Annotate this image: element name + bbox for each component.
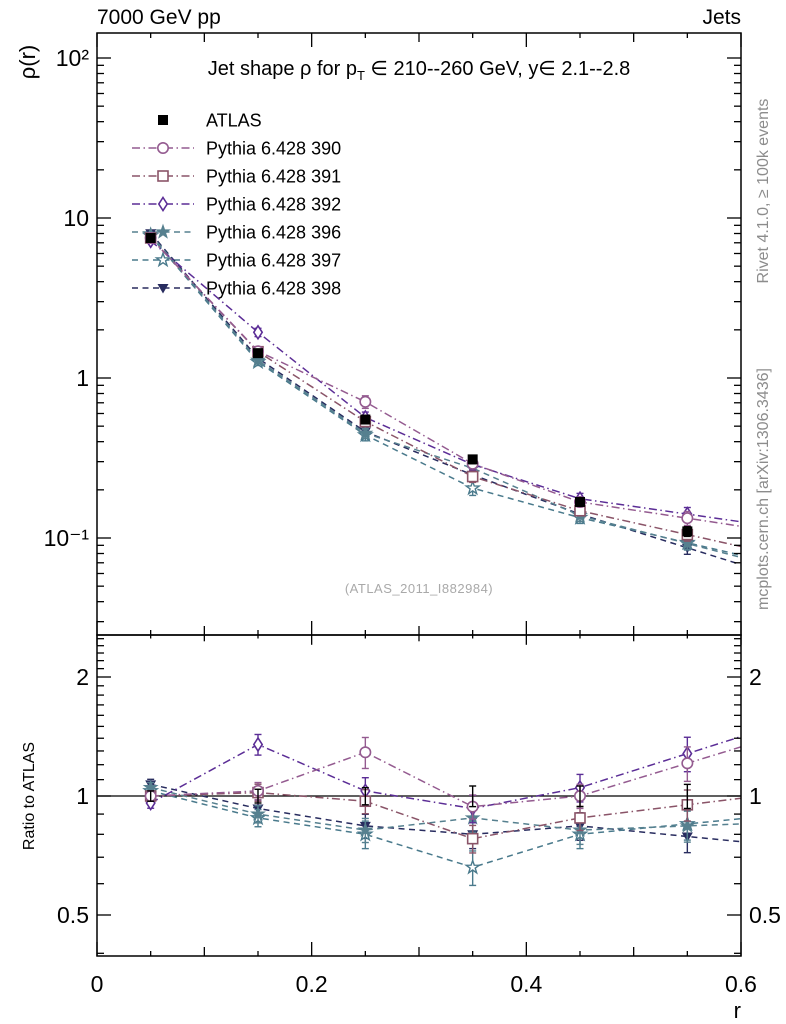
ratio-ytick-label-left: 0.5 (57, 902, 89, 929)
legend-item-pythia-6-428-391 (132, 166, 341, 186)
legend-item-atlas (158, 110, 262, 130)
beam-label: 7000 GeV pp (97, 6, 221, 29)
mcplots-arxiv-note: mcplots.cern.ch [arXiv:1306.3436] (755, 368, 772, 610)
ratio-series-pythia-6-428-398 (145, 779, 741, 852)
analysis-group-label: Jets (702, 6, 741, 29)
marker-square-filled (253, 348, 263, 358)
legend-item-pythia-6-428-396 (132, 222, 341, 242)
y-axis-title: ρ(r) (15, 44, 40, 80)
xtick-label: 0.4 (510, 971, 543, 997)
legend-label: Pythia 6.428 390 (206, 138, 342, 159)
analysis-id-watermark: (ATLAS_2011_I882984) (344, 581, 494, 596)
plot-title (97, 56, 741, 83)
marker-diamond-open (254, 738, 262, 751)
marker-square-open (468, 834, 478, 844)
marker-square-open (158, 171, 168, 181)
legend-item-pythia-6-428-398 (132, 278, 341, 298)
marker-circle-open (158, 143, 168, 153)
x-axis-title: r (733, 998, 741, 1023)
xtick-label: 0.2 (295, 971, 328, 997)
legend (132, 110, 341, 298)
main-panel-frame (97, 33, 741, 635)
legend-label: Pythia 6.428 397 (206, 250, 342, 271)
marker-square-filled (146, 233, 156, 243)
main-ytick-label: 10² (55, 45, 89, 72)
main-ytick-label: 10⁻¹ (43, 525, 89, 552)
legend-label: Pythia 6.428 392 (206, 194, 342, 215)
axis-tick-labels (44, 45, 781, 997)
main-series-pythia-6-428-396 (144, 228, 741, 558)
marker-circle-open (682, 758, 692, 768)
rivet-version-note: Rivet 4.1.0, ≥ 100k events (755, 98, 772, 284)
marker-circle-open (682, 513, 692, 523)
ratio-ytick-label-right: 2 (749, 664, 762, 691)
plot-title-post: ∈ 210--260 GeV, y∈ 2.1--2.8 (364, 58, 631, 80)
plot-title-sub: T (356, 68, 365, 83)
marker-star-filled (157, 225, 170, 237)
ratio-series-pythia-6-428-397 (144, 784, 741, 885)
series-layer (144, 228, 741, 886)
main-ytick-label: 1 (76, 365, 89, 392)
legend-label: Pythia 6.428 396 (206, 222, 342, 243)
main-series-pythia-6-428-390 (145, 233, 741, 527)
ratio-series-pythia-6-428-396 (144, 781, 741, 845)
xtick-label: 0 (90, 971, 104, 997)
legend-label: ATLAS (206, 110, 262, 131)
marker-square-filled (468, 454, 478, 464)
ratio-ytick-label-right: 0.5 (749, 902, 781, 929)
marker-square-open (468, 472, 478, 482)
ratio-series-pythia-6-428-392 (146, 734, 741, 822)
marker-diamond-open (159, 198, 167, 211)
ratio-ytick-label-left: 2 (76, 664, 89, 691)
axis-ticks (97, 33, 741, 956)
panel-frames (97, 33, 741, 956)
marker-square-filled (682, 526, 692, 536)
plot-title-pre: Jet shape ρ for p (207, 58, 357, 80)
legend-label: Pythia 6.428 398 (206, 278, 342, 299)
legend-item-pythia-6-428-392 (132, 194, 341, 214)
legend-label: Pythia 6.428 391 (206, 166, 342, 187)
ratio-series-pythia-6-428-391 (146, 784, 741, 853)
marker-square-filled (360, 415, 370, 425)
main-ytick-label: 10 (63, 205, 89, 232)
marker-circle-open (360, 747, 370, 757)
marker-square-open (575, 813, 585, 823)
ratio-ytick-label-left: 1 (76, 783, 89, 810)
ratio-ytick-label-right: 1 (749, 783, 762, 810)
marker-square-filled (158, 115, 168, 125)
ratio-series-pythia-6-428-390 (145, 737, 741, 819)
legend-item-pythia-6-428-397 (132, 250, 341, 270)
marker-circle-open (360, 397, 370, 407)
legend-item-pythia-6-428-390 (132, 138, 341, 158)
xtick-label: 0.6 (725, 971, 757, 997)
ratio-axis-title: Ratio to ATLAS (21, 741, 38, 851)
marker-square-filled (575, 497, 585, 507)
